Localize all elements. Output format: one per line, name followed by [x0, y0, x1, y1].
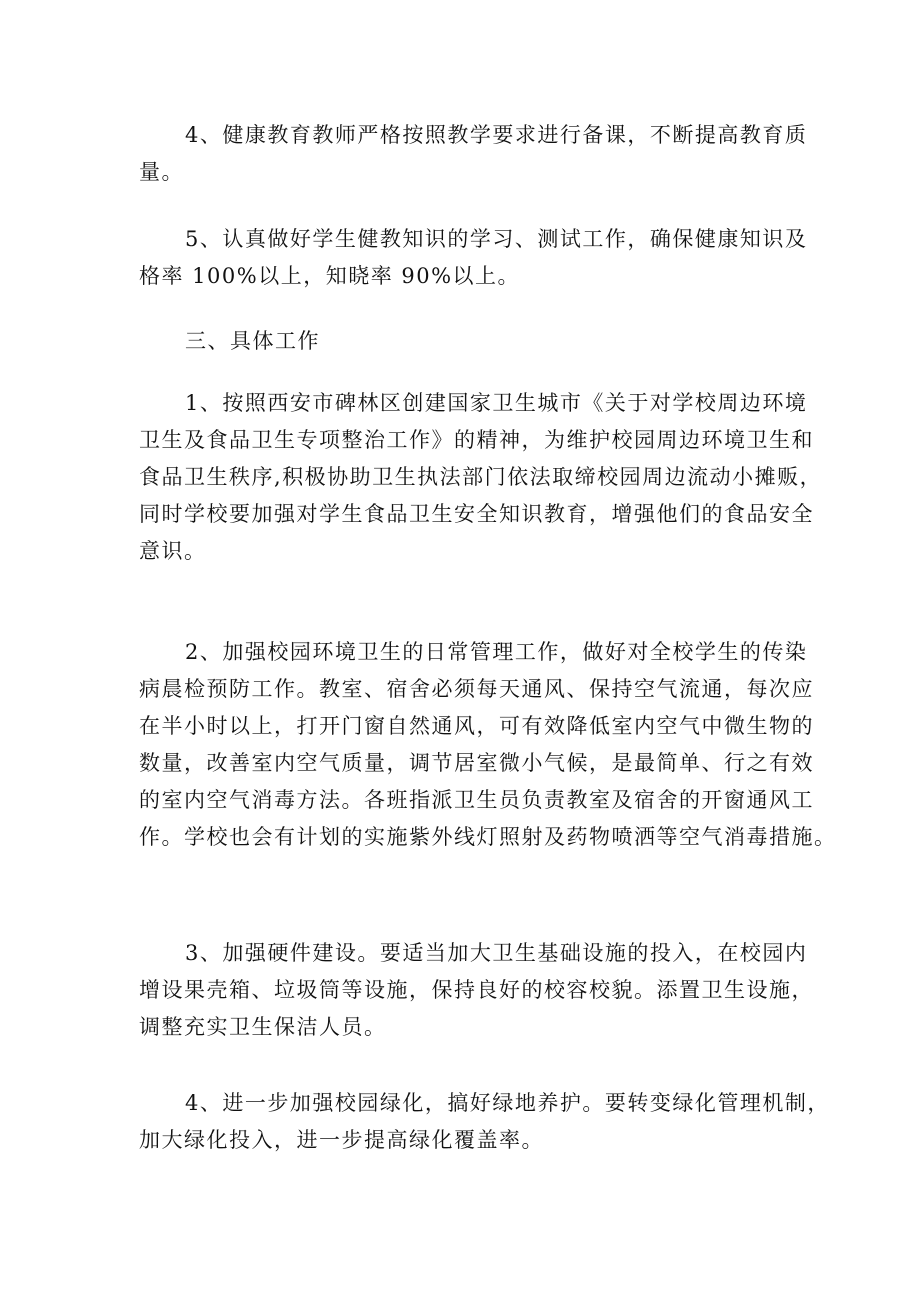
- paragraph-line: 2、加强校园环境卫生的日常管理工作，做好对全校学生的传染: [185, 640, 808, 664]
- paragraph-line: 3、加强硬件建设。要适当加大卫生基础设施的投入，在校园内: [185, 941, 808, 965]
- paragraph-line: 加大绿化投入，进一步提高绿化覆盖率。: [139, 1128, 544, 1152]
- paragraph-line: 1、按照西安市碑林区创建国家卫生城市《关于对学校周边环境: [185, 391, 808, 415]
- paragraph-line: 格率 100%以上，知晓率 90%以上。: [139, 264, 521, 288]
- paragraph-line: 病晨检预防工作。教室、宿舍必须每天通风、保持空气流通，每次应: [139, 677, 814, 701]
- paragraph-line: 调整充实卫生保洁人员。: [139, 1015, 387, 1039]
- paragraph-line: 在半小时以上，打开门窗自然通风，可有效降低室内空气中微生物的: [139, 714, 814, 738]
- paragraph-line: 5、认真做好学生健教知识的学习、测试工作，确保健康知识及: [185, 227, 808, 251]
- paragraph-line: 卫生及食品卫生专项整治工作》的精神，为维护校园周边环境卫生和: [139, 428, 814, 452]
- paragraph-item-5-knowledge: [139, 221, 808, 295]
- paragraph-line: 意识。: [139, 539, 207, 563]
- paragraph-line: 量。: [139, 160, 184, 184]
- paragraph-work-item-2: [139, 634, 837, 856]
- paragraph-work-item-1: [139, 385, 823, 570]
- paragraph-line: 食品卫生秩序,积极协助卫生执法部门依法取缔校园周边流动小摊贩，: [139, 465, 823, 489]
- paragraph-line: 数量，改善室内空气质量，调节居室微小气候，是最简单、行之有效: [139, 751, 814, 775]
- section-heading-specific-work: [139, 323, 799, 360]
- paragraph-line: 的室内空气消毒方法。各班指派卫生员负责教室及宿舍的开窗通风工: [139, 788, 814, 812]
- paragraph-work-item-3: [139, 935, 814, 1046]
- paragraph-work-item-4: [139, 1085, 830, 1159]
- paragraph-item-4-education: [139, 117, 808, 191]
- paragraph-line: 4、健康教育教师严格按照教学要求进行备课，不断提高教育质: [185, 123, 808, 147]
- section-heading-text: 三、具体工作: [185, 329, 320, 353]
- paragraph-line: 4、进一步加强校园绿化，搞好绿地养护。要转变绿化管理机制，: [185, 1091, 830, 1115]
- paragraph-line: 同时学校要加强对学生食品卫生安全知识教育，增强他们的食品安全: [139, 502, 814, 526]
- paragraph-line: 作。学校也会有计划的实施紫外线灯照射及药物喷洒等空气消毒措施。: [139, 825, 837, 849]
- paragraph-line: 增设果壳箱、垃圾筒等设施，保持良好的校容校貌。添置卫生设施，: [139, 978, 814, 1002]
